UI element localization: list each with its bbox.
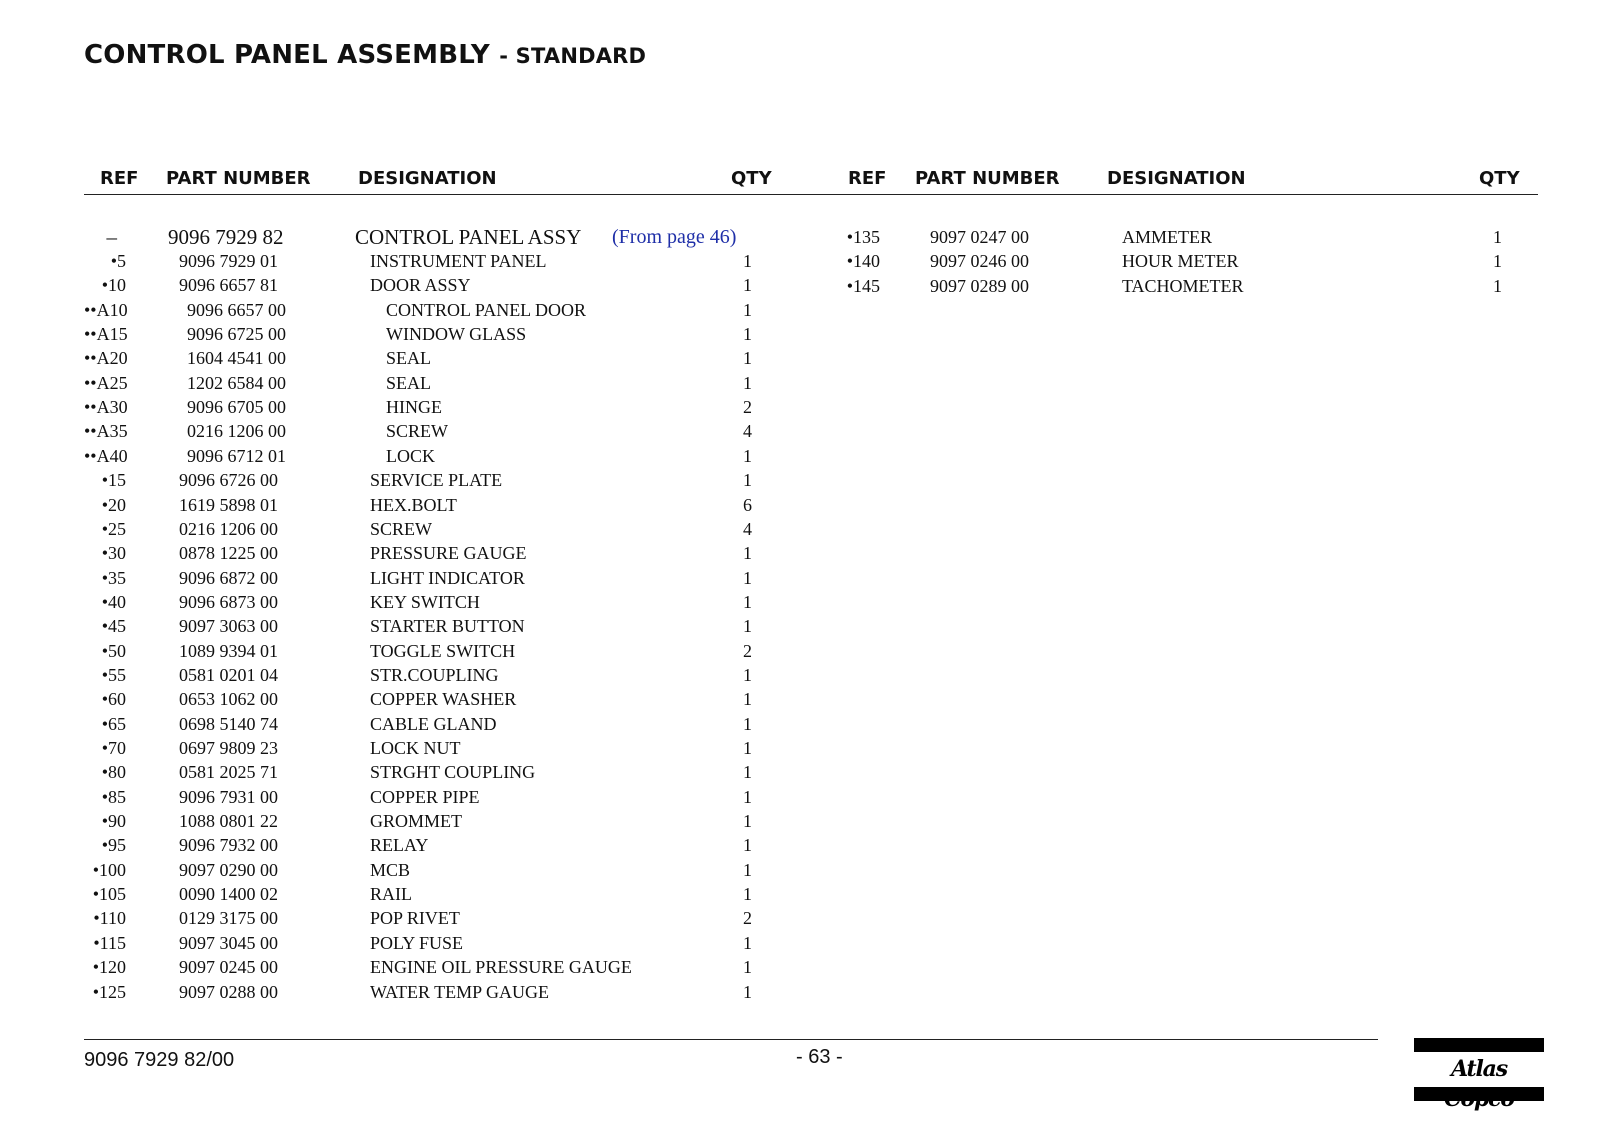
qty-cell: 6 bbox=[743, 494, 752, 515]
part-number-cell: 9096 6705 00 bbox=[187, 397, 286, 418]
part-number-cell: 9097 0245 00 bbox=[179, 957, 278, 978]
title-sub: - STANDARD bbox=[499, 44, 647, 68]
header-part-number-right: PART NUMBER bbox=[915, 168, 1060, 189]
qty-cell: 1 bbox=[1493, 227, 1502, 247]
parts-row bbox=[0, 882, 1600, 906]
designation-cell: POP RIVET bbox=[370, 908, 460, 929]
ref-cell: •50 bbox=[101, 640, 126, 661]
ref-cell: – bbox=[106, 225, 117, 249]
ref-cell: •65 bbox=[101, 713, 126, 734]
part-number-cell: 0581 0201 04 bbox=[179, 664, 278, 685]
parts-row bbox=[0, 639, 1600, 663]
designation-cell: SCREW bbox=[370, 518, 433, 539]
parts-row bbox=[0, 517, 1600, 541]
qty-cell: 1 bbox=[743, 811, 752, 832]
qty-cell: 1 bbox=[743, 299, 752, 320]
title-main: CONTROL PANEL ASSEMBLY bbox=[84, 40, 490, 70]
ref-cell: •15 bbox=[101, 470, 126, 491]
ref-cell: •120 bbox=[92, 957, 126, 978]
parts-row bbox=[0, 225, 1600, 249]
ref-cell: •95 bbox=[101, 835, 126, 856]
designation-cell: AMMETER bbox=[1122, 227, 1212, 247]
header-part-number-left: PART NUMBER bbox=[166, 168, 311, 189]
qty-cell: 1 bbox=[743, 786, 752, 807]
ref-cell: •125 bbox=[92, 981, 126, 1002]
ref-cell: •10 bbox=[101, 275, 126, 296]
qty-cell: 1 bbox=[743, 981, 752, 1002]
designation-cell: COPPER PIPE bbox=[370, 786, 480, 807]
qty-cell: 2 bbox=[743, 640, 752, 661]
page-number: - 63 - bbox=[796, 1046, 843, 1068]
ref-cell: •140 bbox=[846, 251, 880, 272]
qty-cell: 1 bbox=[743, 275, 752, 296]
ref-cell: •135 bbox=[846, 227, 880, 247]
qty-cell: 1 bbox=[743, 616, 752, 637]
parts-row bbox=[0, 346, 1600, 370]
ref-cell: •55 bbox=[101, 664, 126, 685]
parts-row bbox=[0, 663, 1600, 687]
part-number-cell: 9096 7929 01 bbox=[179, 251, 278, 271]
parts-row bbox=[0, 809, 1600, 833]
parts-row bbox=[0, 371, 1600, 395]
atlas-copco-logo bbox=[1414, 1038, 1544, 1101]
logo-bottom-bar bbox=[1414, 1087, 1544, 1101]
part-number-cell: 9096 7929 82 bbox=[168, 225, 284, 249]
header-qty-left: QTY bbox=[731, 168, 772, 189]
ref-cell: •85 bbox=[101, 786, 126, 807]
designation-cell: CABLE GLAND bbox=[370, 713, 497, 734]
ref-cell: ••A10 bbox=[84, 299, 128, 320]
qty-cell: 1 bbox=[743, 664, 752, 685]
qty-cell: 1 bbox=[743, 445, 752, 466]
designation-cell: STARTER BUTTON bbox=[370, 616, 525, 637]
part-number-cell: 9097 0290 00 bbox=[179, 859, 278, 880]
part-number-cell: 9097 0288 00 bbox=[179, 981, 278, 1002]
part-number-cell: 0090 1400 02 bbox=[179, 884, 278, 905]
ref-cell: ••A15 bbox=[84, 324, 128, 345]
ref-cell: •40 bbox=[101, 591, 126, 612]
designation-cell: SEAL bbox=[386, 372, 431, 393]
parts-row bbox=[0, 785, 1600, 809]
qty-cell: 4 bbox=[743, 518, 752, 539]
designation-cell: SEAL bbox=[386, 348, 431, 369]
qty-cell: 1 bbox=[743, 738, 752, 758]
qty-cell: 1 bbox=[743, 932, 752, 953]
part-number-cell: 1619 5898 01 bbox=[179, 494, 278, 515]
part-number-cell: 1202 6584 00 bbox=[187, 372, 286, 393]
qty-cell: 1 bbox=[743, 762, 752, 783]
designation-cell: MCB bbox=[370, 859, 411, 880]
parts-row bbox=[0, 249, 1600, 273]
parts-row bbox=[0, 274, 1600, 298]
qty-cell: 1 bbox=[743, 251, 752, 271]
designation-cell: POLY FUSE bbox=[370, 932, 464, 953]
ref-cell: •60 bbox=[101, 689, 126, 710]
document-number: 9096 7929 82/00 bbox=[84, 1049, 235, 1071]
designation-cell: LIGHT INDICATOR bbox=[370, 567, 525, 588]
part-number-cell: 9097 3045 00 bbox=[179, 932, 278, 953]
designation-cell: PRESSURE GAUGE bbox=[370, 543, 527, 564]
parts-row bbox=[0, 687, 1600, 711]
page-title bbox=[84, 40, 646, 70]
qty-cell: 1 bbox=[743, 372, 752, 393]
parts-row bbox=[0, 614, 1600, 638]
qty-cell: 1 bbox=[743, 470, 752, 491]
part-number-cell: 9096 6657 81 bbox=[179, 275, 278, 296]
ref-cell: •145 bbox=[846, 275, 880, 296]
qty-cell: 2 bbox=[743, 397, 752, 418]
part-number-cell: 0581 2025 71 bbox=[179, 762, 278, 783]
part-number-cell: 0216 1206 00 bbox=[179, 518, 278, 539]
qty-cell: 1 bbox=[743, 348, 752, 369]
part-number-cell: 9096 6872 00 bbox=[179, 567, 278, 588]
header-designation-right: DESIGNATION bbox=[1107, 168, 1246, 189]
ref-cell: •45 bbox=[101, 616, 126, 637]
header-designation-left: DESIGNATION bbox=[358, 168, 497, 189]
parts-row bbox=[0, 931, 1600, 955]
part-number-cell: 0129 3175 00 bbox=[179, 908, 278, 929]
part-number-cell: 0878 1225 00 bbox=[179, 543, 278, 564]
part-number-cell: 9097 0246 00 bbox=[930, 251, 1029, 272]
part-number-cell: 9096 6873 00 bbox=[179, 591, 278, 612]
part-number-cell: 9096 6657 00 bbox=[187, 299, 286, 320]
ref-cell: •5 bbox=[110, 251, 126, 271]
designation-cell: HINGE bbox=[386, 397, 442, 418]
ref-cell: •80 bbox=[101, 762, 126, 783]
qty-cell: 1 bbox=[743, 591, 752, 612]
page-reference-note: (From page 46) bbox=[612, 226, 737, 248]
qty-cell: 1 bbox=[743, 713, 752, 734]
designation-cell: WATER TEMP GAUGE bbox=[370, 981, 549, 1002]
qty-cell: 1 bbox=[743, 543, 752, 564]
ref-cell: ••A20 bbox=[84, 348, 128, 369]
designation-cell: CONTROL PANEL DOOR bbox=[386, 299, 587, 320]
parts-row bbox=[0, 493, 1600, 517]
part-number-cell: 0653 1062 00 bbox=[179, 689, 278, 710]
parts-row bbox=[0, 444, 1600, 468]
designation-cell: INSTRUMENT PANEL bbox=[370, 251, 547, 271]
header-qty-right: QTY bbox=[1479, 168, 1520, 189]
ref-cell: •110 bbox=[93, 908, 126, 929]
ref-cell: •25 bbox=[101, 518, 126, 539]
qty-cell: 1 bbox=[743, 324, 752, 345]
qty-cell: 1 bbox=[743, 957, 752, 978]
ref-cell: •30 bbox=[101, 543, 126, 564]
ref-cell: ••A30 bbox=[84, 397, 128, 418]
part-number-cell: 9096 7932 00 bbox=[179, 835, 278, 856]
qty-cell: 1 bbox=[743, 567, 752, 588]
parts-row bbox=[0, 298, 1600, 322]
ref-cell: •100 bbox=[92, 859, 126, 880]
designation-cell: HEX.BOLT bbox=[370, 494, 457, 515]
logo-top-bar bbox=[1414, 1038, 1544, 1052]
designation-cell: WINDOW GLASS bbox=[386, 324, 527, 345]
part-number-cell: 1089 9394 01 bbox=[179, 640, 278, 661]
parts-row bbox=[0, 736, 1600, 760]
part-number-cell: 9097 0247 00 bbox=[930, 227, 1029, 247]
part-number-cell: 0216 1206 00 bbox=[187, 421, 286, 442]
designation-cell: KEY SWITCH bbox=[370, 591, 480, 612]
part-number-cell: 1088 0801 22 bbox=[179, 811, 278, 832]
ref-cell: ••A40 bbox=[84, 445, 128, 466]
qty-cell: 1 bbox=[1493, 275, 1502, 296]
designation-cell: STRGHT COUPLING bbox=[370, 762, 536, 783]
ref-cell: •35 bbox=[101, 567, 126, 588]
designation-cell: GROMMET bbox=[370, 811, 463, 832]
ref-cell: •70 bbox=[101, 738, 126, 758]
ref-cell: ••A25 bbox=[84, 372, 128, 393]
part-number-cell: 9096 6726 00 bbox=[179, 470, 278, 491]
parts-row bbox=[0, 566, 1600, 590]
part-number-cell: 9097 3063 00 bbox=[179, 616, 278, 637]
designation-cell: RAIL bbox=[370, 884, 412, 905]
designation-cell: SCREW bbox=[386, 421, 449, 442]
footer-divider bbox=[84, 1039, 1378, 1040]
parts-row bbox=[0, 590, 1600, 614]
parts-row bbox=[0, 760, 1600, 784]
designation-cell: LOCK bbox=[386, 445, 435, 466]
qty-cell: 1 bbox=[743, 859, 752, 880]
parts-row bbox=[0, 955, 1600, 979]
qty-cell: 2 bbox=[743, 908, 752, 929]
designation-cell: TACHOMETER bbox=[1122, 275, 1244, 296]
parts-row bbox=[0, 419, 1600, 443]
parts-row bbox=[0, 858, 1600, 882]
parts-row bbox=[0, 322, 1600, 346]
part-number-cell: 0697 9809 23 bbox=[179, 738, 278, 758]
parts-row bbox=[0, 541, 1600, 565]
designation-cell: SERVICE PLATE bbox=[370, 470, 503, 491]
header-ref-right: REF bbox=[848, 168, 887, 189]
designation-cell: DOOR ASSY bbox=[370, 275, 471, 296]
designation-cell: COPPER WASHER bbox=[370, 689, 517, 710]
part-number-cell: 9097 0289 00 bbox=[930, 275, 1029, 296]
parts-row bbox=[0, 468, 1600, 492]
ref-cell: ••A35 bbox=[84, 421, 128, 442]
designation-cell: TOGGLE SWITCH bbox=[370, 640, 516, 661]
part-number-cell: 9096 6725 00 bbox=[187, 324, 286, 345]
parts-row bbox=[0, 712, 1600, 736]
part-number-cell: 0698 5140 74 bbox=[179, 713, 278, 734]
designation-cell: ENGINE OIL PRESSURE GAUGE bbox=[370, 957, 632, 978]
parts-row bbox=[0, 906, 1600, 930]
ref-cell: •115 bbox=[93, 932, 126, 953]
ref-cell: •20 bbox=[101, 494, 126, 515]
qty-cell: 1 bbox=[743, 884, 752, 905]
parts-row bbox=[0, 395, 1600, 419]
designation-cell: HOUR METER bbox=[1122, 251, 1239, 272]
header-ref-left: REF bbox=[100, 168, 139, 189]
part-number-cell: 1604 4541 00 bbox=[187, 348, 286, 369]
header-divider bbox=[84, 194, 1538, 195]
qty-cell: 1 bbox=[743, 689, 752, 710]
parts-row bbox=[0, 980, 1600, 1004]
designation-cell: STR.COUPLING bbox=[370, 664, 499, 685]
parts-row bbox=[0, 833, 1600, 857]
ref-cell: •90 bbox=[101, 811, 126, 832]
part-number-cell: 9096 6712 01 bbox=[187, 445, 286, 466]
logo-wordmark: Atlas bbox=[1451, 1056, 1507, 1082]
qty-cell: 4 bbox=[743, 421, 752, 442]
designation-cell: RELAY bbox=[370, 835, 429, 856]
qty-cell: 1 bbox=[1493, 251, 1502, 272]
part-number-cell: 9096 7931 00 bbox=[179, 786, 278, 807]
designation-cell: LOCK NUT bbox=[370, 738, 461, 758]
designation-cell: CONTROL PANEL ASSY bbox=[355, 225, 582, 249]
qty-cell: 1 bbox=[743, 835, 752, 856]
ref-cell: •105 bbox=[92, 884, 126, 905]
